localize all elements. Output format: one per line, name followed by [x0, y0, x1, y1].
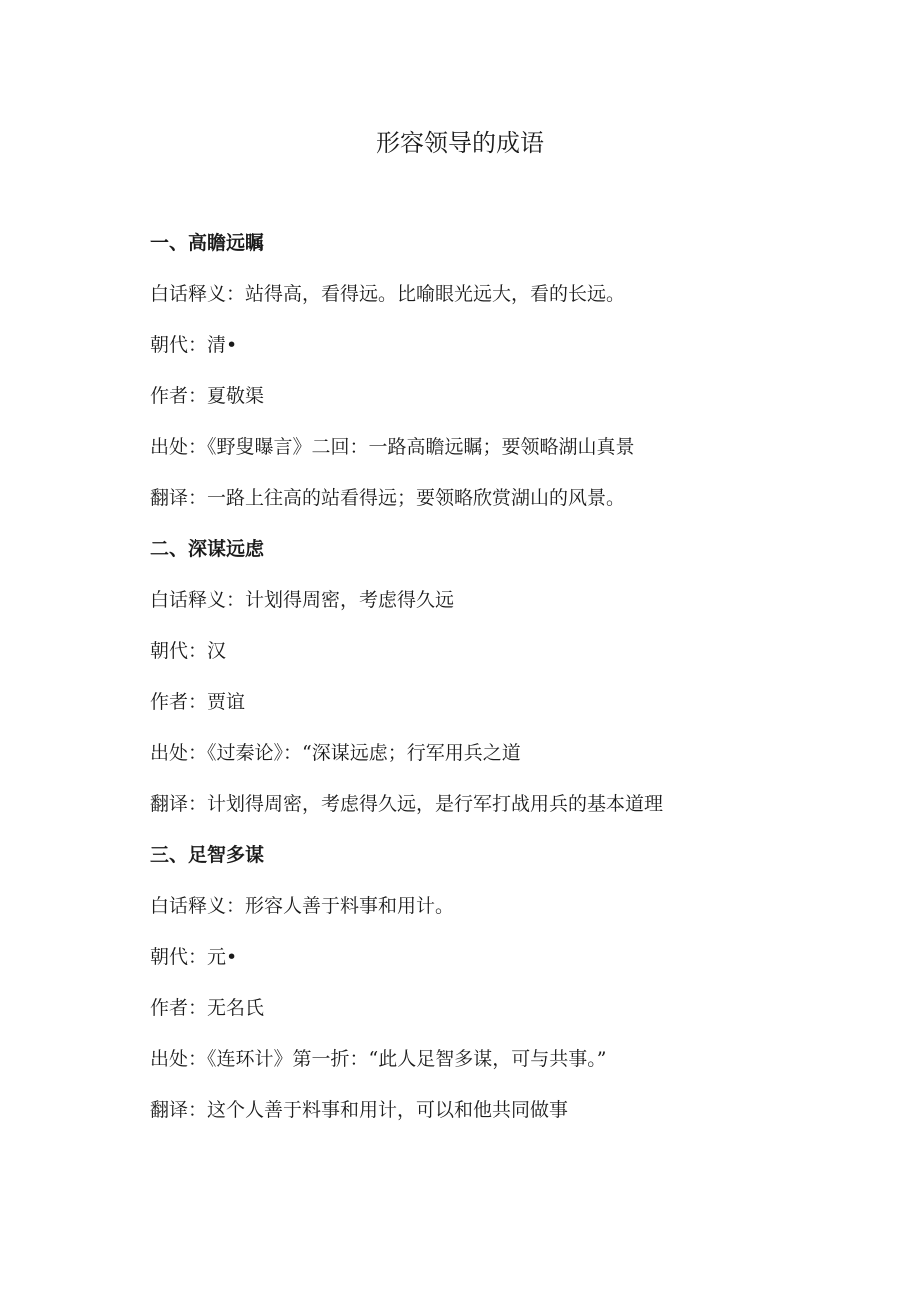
field-value: 《过秦论》：“深谋远虑；行军用兵之道: [207, 742, 521, 764]
field-label: 朝代：: [150, 334, 208, 356]
document-body: [150, 228, 850, 1146]
field-value: 计划得周密，考虑得久远，是行军打战用兵的基本道理: [207, 793, 664, 815]
field-value: 站得高，看得远。比喻眼光远大，看的长远。: [245, 283, 626, 305]
translation-line: [150, 1095, 850, 1146]
field-value: 汉: [207, 640, 227, 662]
source-line: [150, 738, 850, 789]
idiom-heading: 二、深谋远虑: [150, 538, 265, 560]
idiom-heading: 三、足智多谋: [150, 844, 265, 866]
idiom-section-3: [150, 840, 850, 1146]
field-value: 一路上往高的站看得远；要领略欣赏湖山的风景。: [207, 487, 626, 509]
field-label: 朝代：: [150, 946, 208, 968]
source-line: [150, 432, 850, 483]
field-value: 清•: [207, 334, 238, 356]
field-label: 出处：: [150, 742, 208, 764]
author-line: [150, 993, 850, 1044]
field-value: 这个人善于料事和用计，可以和他共同做事: [207, 1099, 569, 1121]
source-line: [150, 1044, 850, 1095]
author-line: [150, 381, 850, 432]
page-title: 形容领导的成语: [376, 129, 544, 157]
field-label: 翻译：: [150, 793, 208, 815]
field-label: 作者：: [150, 691, 208, 713]
meaning-line: [150, 585, 850, 636]
field-value: 《野叟曝言》二回：一路高瞻远瞩；要领略湖山真景: [207, 436, 635, 458]
field-value: 计划得周密，考虑得久远: [245, 589, 455, 611]
translation-line: [150, 789, 850, 840]
translation-line: [150, 483, 850, 534]
field-label: 作者：: [150, 997, 208, 1019]
dynasty-line: [150, 636, 850, 687]
meaning-line: [150, 891, 850, 942]
dynasty-line: [150, 330, 850, 381]
meaning-line: [150, 279, 850, 330]
field-value: 《连环计》第一折：“此人足智多谋，可与共事。”: [207, 1048, 607, 1070]
idiom-heading: 一、高瞻远瞩: [150, 232, 265, 254]
field-value: 元•: [207, 946, 238, 968]
idiom-section-2: [150, 534, 850, 840]
field-label: 出处：: [150, 1048, 208, 1070]
field-value: 贾谊: [207, 691, 246, 713]
field-label: 作者：: [150, 385, 208, 407]
field-value: 形容人善于料事和用计。: [245, 895, 455, 917]
field-label: 白话释义：: [150, 283, 246, 305]
field-value: 夏敬渠: [207, 385, 265, 407]
field-label: 翻译：: [150, 487, 208, 509]
idiom-section-1: [150, 228, 850, 534]
field-value: 无名氏: [207, 997, 265, 1019]
field-label: 白话释义：: [150, 589, 246, 611]
author-line: [150, 687, 850, 738]
field-label: 朝代：: [150, 640, 208, 662]
field-label: 出处：: [150, 436, 208, 458]
dynasty-line: [150, 942, 850, 993]
field-label: 翻译：: [150, 1099, 208, 1121]
field-label: 白话释义：: [150, 895, 246, 917]
